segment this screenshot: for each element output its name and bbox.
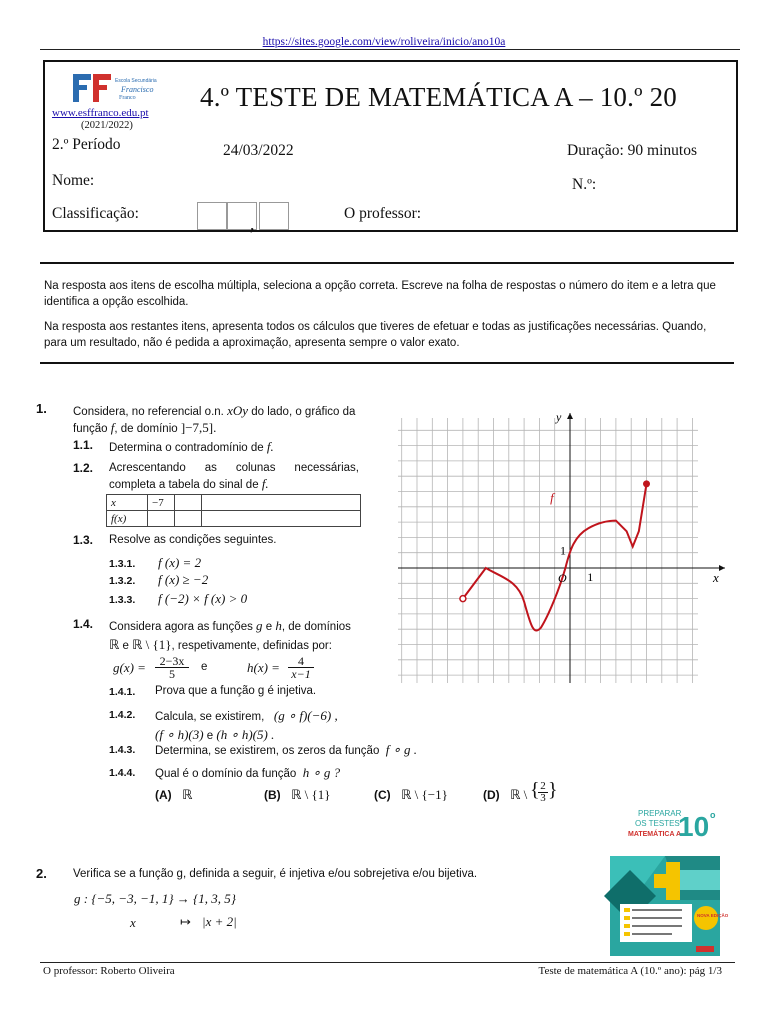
q12-number: 1.2. (73, 461, 94, 475)
sign-cell-fx: f(x) (107, 511, 148, 527)
teacher-label: O professor: (344, 205, 422, 222)
graph-grid (398, 418, 698, 683)
q143-number: 1.4.3. (109, 744, 136, 756)
sign-cell[interactable] (202, 495, 361, 511)
book-badge: NOVA EDIÇÃO (697, 913, 729, 918)
option-b-value: ℝ \ {1} (291, 787, 331, 802)
q1-intro-c: função (73, 423, 108, 435)
x-axis-arrow (719, 565, 725, 571)
q12-text-a: Acrescentando as colunas necessárias, (109, 462, 359, 474)
q144-text (155, 765, 340, 781)
sign-cell[interactable] (148, 511, 175, 527)
q14-h: h (275, 618, 282, 633)
q11-text-main: Determina o contradomínio de (109, 442, 264, 454)
q13-text: Resolve as condições seguintes. (109, 534, 277, 546)
footer-teacher: O professor: Roberto Oliveira (43, 965, 175, 977)
option-b-label: (B) (264, 788, 281, 802)
q143-text-main: Determina, se existirem, os zeros da função (155, 745, 380, 757)
q1-intro-d: , de domínio (114, 423, 178, 435)
header-url[interactable]: https://sites.google.com/view/roliveira/inicio/ano10a (262, 36, 506, 48)
book-cover-art (610, 800, 729, 956)
q1-number: 1. (36, 401, 47, 416)
q133-expr: f (−2) × f (x) > 0 (158, 591, 248, 606)
option-c-value: ℝ \ {−1} (401, 787, 448, 802)
q131-expr: f (x) = 2 (158, 555, 202, 570)
q11-number: 1.1. (73, 438, 94, 452)
g-numerator: 2−3x (155, 655, 189, 668)
unit-x-label: 1 (587, 570, 594, 584)
h-def-left: h(x) = (247, 660, 280, 675)
q132-number: 1.3.2. (109, 575, 136, 587)
book-grade: 10 (678, 811, 710, 842)
q142-text-a: Calcula, se existirem, (155, 711, 265, 723)
y-axis-arrow (567, 413, 573, 419)
option-d-value: ℝ \ (510, 787, 528, 802)
q2-text: Verifica se a função g, definida a seguir, é injetiva e/ou sobrejetiva e/ou bijetiva. (73, 868, 478, 880)
q14-R: ℝ (109, 637, 120, 652)
option-c[interactable] (374, 786, 448, 804)
sign-cell[interactable] (175, 511, 202, 527)
q12-f: f. (261, 476, 269, 491)
instruction-other-items: Na resposta aos restantes itens, apresenta todos os cálculos que tiveres de efetuar e todas as justificações necessárias. Quando, para um resultado, não é pedida a aproximação, apresenta sempre o valor exato. (44, 321, 707, 349)
q14-text-a: Considera agora as funções (109, 621, 253, 633)
q1-intro-a: Considera, no referencial o.n. (73, 406, 224, 418)
test-title: 4.º TESTE DE MATEMÁTICA A – 10.º 20 (200, 82, 678, 112)
book-line3: MATEMÁTICA A (628, 831, 682, 838)
sign-cell-minus7: −7 (148, 495, 175, 511)
q12-text-b: completa a tabela do sinal de (109, 479, 259, 491)
grade-cell-3[interactable] (259, 202, 289, 230)
q11-text (109, 439, 274, 455)
name-label: Nome: (52, 172, 95, 189)
q143-text (155, 742, 417, 758)
book-grade-sup: o (710, 810, 716, 820)
h-denominator: x−1 (291, 667, 311, 681)
q2-var: x (130, 915, 136, 930)
q144-expr: h ∘ g ? (302, 765, 341, 780)
school-year: (2021/2022) (81, 120, 133, 131)
q14-text-b: , de domínios (281, 621, 351, 633)
q12-text (109, 461, 359, 493)
unit-y-label: 1 (560, 543, 566, 558)
sign-table-row-fx (107, 511, 361, 527)
h-numerator: 4 (288, 655, 314, 668)
option-d[interactable] (483, 786, 527, 804)
option-d-right-brace: } (548, 779, 558, 801)
q14-e: e (265, 621, 273, 633)
q14-R1: ℝ \ {1} (132, 637, 172, 652)
option-a[interactable] (155, 786, 192, 804)
option-a-value: ℝ (182, 787, 193, 802)
q142-expr3: (h ∘ h)(5) . (216, 727, 275, 742)
book-cover-image (610, 800, 729, 956)
footer-divider (40, 962, 735, 963)
logo-text-3: Franco (119, 95, 136, 101)
test-header (43, 60, 738, 232)
function-graph (395, 405, 735, 705)
grade-label: Classificação: (52, 205, 139, 222)
period: 2.º Período (52, 136, 121, 153)
sign-cell-x: x (107, 495, 148, 511)
q142-e: e (206, 730, 214, 742)
school-logo (63, 70, 173, 108)
book-line2: OS TESTES (635, 819, 680, 828)
q1-f: f (110, 420, 115, 435)
q142-number: 1.4.2. (109, 709, 136, 721)
q1-domain: ]−7,5]. (180, 420, 217, 435)
q142-expr2: (f ∘ h)(3) (155, 727, 204, 742)
option-c-label: (C) (374, 788, 391, 802)
school-website-link[interactable]: www.esffranco.edu.pt (52, 107, 149, 119)
q2-function-def: g : {−5, −3, −1, 1} → {1, 3, 5} (74, 891, 236, 906)
closed-endpoint (643, 480, 650, 487)
g-denominator: 5 (169, 667, 175, 681)
q143-expr: f ∘ g . (385, 742, 417, 757)
grade-cell-1[interactable] (197, 202, 227, 230)
duration: Duração: 90 minutos (567, 142, 698, 159)
number-label: N.º: (572, 176, 597, 193)
test-date: 24/03/2022 (223, 142, 294, 159)
sign-cell[interactable] (202, 511, 361, 527)
y-axis-label: y (556, 410, 562, 424)
function-label: f (550, 490, 554, 506)
sign-table-row-x (107, 495, 361, 511)
q2-maps-to: ↦ (180, 914, 191, 929)
q2-number: 2. (36, 866, 47, 881)
q1-intro (73, 403, 393, 437)
q13-number: 1.3. (73, 533, 94, 547)
q1-intro-b: do lado, o gráfico da (251, 406, 356, 418)
open-endpoint (460, 596, 466, 602)
book-line1: PREPARAR (638, 809, 682, 818)
g-def-left: g(x) = (113, 660, 146, 675)
q142-expr1: (g ∘ f)(−6) , (273, 708, 338, 723)
q14-e2: e (122, 640, 129, 652)
q1-xoy: xOy (227, 403, 249, 418)
q133-number: 1.3.3. (109, 594, 136, 606)
logo-text-2: Francisco (121, 85, 154, 94)
logo-text-1: Escola Secundária (115, 78, 157, 84)
footer-page-info: Teste de matemática A (10.º ano): pág 1/3 (538, 965, 722, 977)
top-divider (40, 49, 740, 50)
option-d-numerator: 2 (538, 781, 548, 793)
school-logo-icon (63, 70, 173, 108)
option-d-denominator: 3 (540, 792, 546, 804)
origin-label: O (558, 571, 567, 585)
x-axis-label: x (713, 570, 719, 585)
q144-text-main: Qual é o domínio da função (155, 768, 297, 780)
instructions-box (40, 262, 734, 364)
instruction-multiple-choice: Na resposta aos itens de escolha múltipla, seleciona a opção correta. Escreve na folha de respostas o número do item e a letra que identifica a opção escolhida. (44, 280, 716, 308)
q141-number: 1.4.1. (109, 686, 136, 698)
sign-table (106, 494, 361, 527)
q2-expr: |x + 2| (202, 914, 237, 929)
option-a-label: (A) (155, 788, 172, 802)
option-b[interactable] (264, 786, 331, 804)
option-d-left-brace: { (530, 779, 540, 801)
g-h-and: e (201, 661, 208, 673)
q144-number: 1.4.4. (109, 767, 136, 779)
q11-f: f. (266, 439, 274, 454)
q14-text (109, 617, 389, 655)
q14-text-c: , respetivamente, definidas por: (171, 640, 332, 652)
q131-number: 1.3.1. (109, 558, 136, 570)
q14-g: g (256, 618, 263, 633)
option-d-label: (D) (483, 788, 500, 802)
q141-text: Prova que a função g é injetiva. (155, 685, 317, 697)
q142-text (155, 707, 390, 745)
sign-cell[interactable] (175, 495, 202, 511)
q132-expr: f (x) ≥ −2 (158, 572, 209, 587)
q14-number: 1.4. (73, 617, 94, 631)
grade-comma: , (250, 214, 255, 234)
